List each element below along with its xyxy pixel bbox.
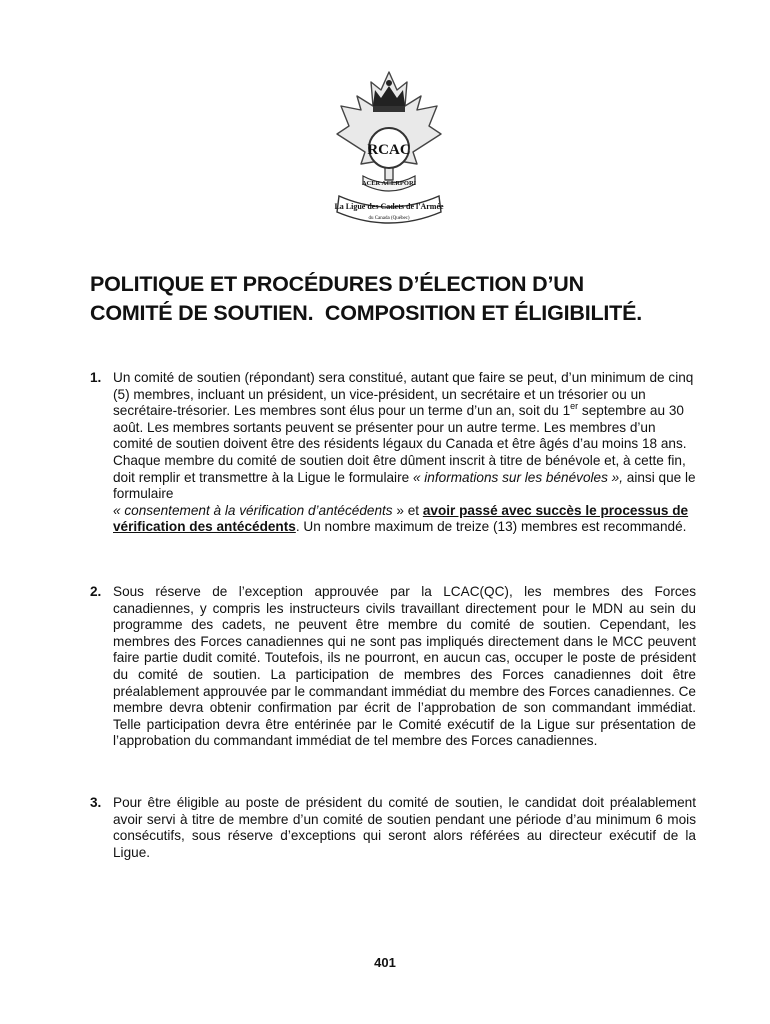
item-text-part: Un comité de soutien (répondant) sera constitué, autant que faire se peut, d’un minimum de cinq (5) membres, incluant un président, un vice-président, un secrétaire et un trésorier ou un secrétaire-trésorier. Les membres sont élus pour un terme d’un an, soit du 1 bbox=[113, 370, 694, 419]
item-number: 2. bbox=[90, 584, 102, 599]
list-item bbox=[90, 370, 696, 536]
item-text-part: » et bbox=[392, 502, 423, 518]
form-name-background-check: « consentement à la vérification d’antécédents bbox=[113, 502, 393, 518]
list-item bbox=[90, 795, 696, 861]
rcac-crest-logo bbox=[333, 68, 445, 228]
logo-monogram: RCAC bbox=[367, 142, 411, 158]
ordinal-superscript: er bbox=[570, 401, 579, 412]
item-text-part: ainsi que le formulaire bbox=[113, 469, 696, 502]
item-text-part: . Un nombre maximum de treize (13) membres est recommandé. bbox=[295, 519, 687, 535]
item-number: 3. bbox=[90, 795, 102, 810]
emphasis-background-check: avoir passé avec succès le processus de vérification des antécédents bbox=[113, 502, 689, 535]
form-name-volunteer-info: « informations sur les bénévoles », bbox=[412, 469, 624, 485]
page-number: 401 bbox=[374, 955, 396, 970]
title-line-2: COMITÉ DE SOUTIEN. COMPOSITION ET ÉLIGIBILITÉ. bbox=[90, 301, 643, 325]
item-number: 1. bbox=[90, 370, 102, 385]
item-text: Pour être éligible au poste de président du comité de soutien, le candidat doit préalablement avoir servi à titre de membre d’un comité de soutien pendant une période d’au minimum 6 mois consécutifs, sous réserve d’exceptions qui seront alors référées au directeur exécutif de la Ligue. bbox=[113, 795, 696, 860]
item-text bbox=[113, 370, 696, 536]
logo-scroll-line-1: La Ligue des Cadets de l'Armée bbox=[334, 202, 444, 211]
logo-motto: ACER ACERPORI bbox=[361, 180, 417, 187]
item-text: Sous réserve de l’exception approuvée par la LCAC(QC), les membres des Forces canadiennes, y compris les instructeurs civils travaillant directement pour le MDN au sein du programme des cadets, ne peuvent être membre du comité de soutien. Cependant, les membres des Forces canadiennes qui ne sont pas impliqués directement dans le MCC peuvent faire partie dudit comité. Toutefois, ils ne pourront, en aucun cas, occuper le poste de président du comité de soutien. La participation de membres des Forces canadiennes doit être préalablement approuvée par le commandant immédiat du membre des Forces canadiennes. Ce membre devra obtenir confirmation par écrit de l’approbation de son commandant immédiat. Telle participation devra être entérinée par le Comité exécutif de la Ligue sur présentation de l’approbation du commandant immédiat de tel membre des Forces canadiennes. bbox=[113, 584, 696, 749]
item-text-part: septembre au 30 août. Les membres sortants peuvent se présenter pour un autre terme. Les membres d’un comité de soutien doivent être des résidents légaux du Canada et être âgés d’au moins 18 ans. Chaque membre du comité de soutien doit être dûment inscrit à titre de bénévole et, à cette fin, doit remplir et transmettre à la Ligue le formulaire bbox=[113, 403, 687, 485]
title-line-1: POLITIQUE ET PROCÉDURES D’ÉLECTION D’UN bbox=[90, 272, 584, 296]
crown-icon bbox=[373, 80, 405, 112]
list-item bbox=[90, 584, 696, 750]
logo-scroll-line-2: du Canada (Québec) bbox=[368, 216, 410, 221]
document-title bbox=[90, 270, 730, 328]
